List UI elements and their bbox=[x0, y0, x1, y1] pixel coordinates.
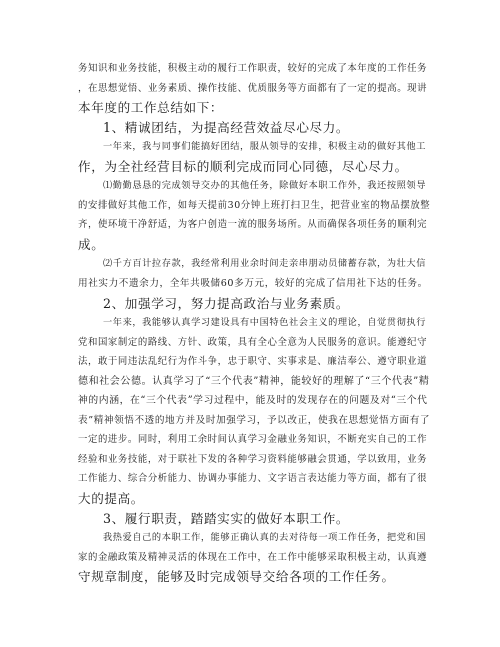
text-line: 家的金融政策及精神灵活的体现在工作中，在工作中能够采取积极主动，认真遵 bbox=[78, 551, 428, 563]
text-line: 作，为全社经营目标的顺利完成而同心同德，尽心尽力。 bbox=[78, 158, 408, 174]
text-line: 我热爱自己的本职工作，能够正确认真的去对待每一项工作任务，把党和国 bbox=[103, 532, 426, 544]
text-line: 法，敢于同违法乱纪行为作斗争，忠于职守、实事求是、廉洁奉公、遵守职业道 bbox=[78, 356, 428, 368]
text-line: 成。 bbox=[78, 236, 105, 252]
text-line: 经验和业务技能，对于联社下发的各种学习资料能够融会贯通，学以致用，业务 bbox=[78, 453, 428, 465]
text-line: ，在思想觉悟、业务素质、操作技能、优质服务等方面都有了一定的提高。现讲 bbox=[78, 82, 428, 94]
text-line: 用社实力不遗余力，全年共吸储60多万元，较好的完成了信用社下达的任务。 bbox=[78, 278, 428, 290]
text-line: 务知识和业务技能，积极主动的履行工作职责，较好的完成了本年度的工作任务 bbox=[78, 63, 428, 74]
text-line: 大的提高。 bbox=[78, 491, 144, 507]
text-line: ⑵千方百计拉存款，我经常利用业余时间走亲串朋动员储蓄存款，为壮大信 bbox=[103, 258, 426, 270]
text-line: 2、加强学习，努力提高政治与业务素质。 bbox=[103, 295, 350, 311]
text-line: 一年来，我与同事们能搞好团结，服从领导的安排，积极主动的做好其他工 bbox=[103, 141, 426, 153]
text-line: 神的内涵，在“三个代表”学习过程中，能及时的发现存在的问题及对“三个代 bbox=[78, 395, 428, 407]
text-line: 1、精诚团结，为提高经营效益尽心尽力。 bbox=[103, 119, 350, 135]
text-line: 的安排做好其他工作，如每天提前30分钟上班打扫卫生，把营业室的物品摆放整 bbox=[78, 199, 431, 211]
text-line: 表”精神领悟不透的地方并及时加强学习，予以改正，使我在思想觉悟方面有了 bbox=[78, 414, 431, 426]
document-body bbox=[78, 59, 430, 587]
text-line: 3、履行职责，踏踏实实的做好本职工作。 bbox=[103, 510, 350, 526]
text-line: 本年度的工作总结如下： bbox=[78, 100, 224, 116]
text-line: 德和社会公德。认真学习了“三个代表”精神，能较好的理解了“三个代表”精 bbox=[78, 375, 430, 387]
text-line: 工作能力、综合分析能力、协调办事能力、文字语言表达能力等方面，都有了很 bbox=[78, 473, 428, 485]
text-line: 一定的进步。同时，利用工余时间认真学习金融业务知识，不断充实自己的工作 bbox=[78, 434, 428, 446]
text-line: ⑴勤勤恳恳的完成领导交办的其他任务，除做好本职工作外，我还按照领导 bbox=[103, 180, 426, 192]
text-line: 党和国家制定的路线、方针、政策，具有全心全意为人民服务的意识。能遵纪守 bbox=[78, 336, 428, 348]
text-line: 齐，使环境干净舒适，为客户创造一流的服务场所。从而确保各项任务的顺利完 bbox=[78, 219, 428, 231]
text-line: 一年来，我能够认真学习建设具有中国特色社会主义的理论，自觉贯彻执行 bbox=[103, 317, 426, 329]
text-line: 守规章制度，能够及时完成领导交给各项的工作任务。 bbox=[78, 569, 395, 585]
